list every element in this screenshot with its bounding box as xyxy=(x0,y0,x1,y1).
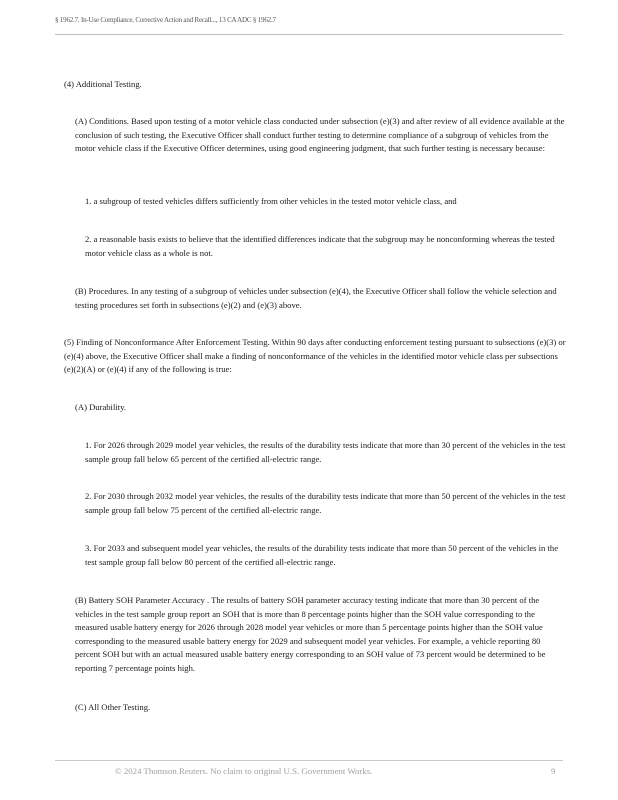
paragraph-procedures: (B) Procedures. In any testing of a subgroup of vehicles under subsection (e)(4), the Executive Officer shall follow the vehicle selection and testing procedures set forth in subsections (e)(2) and (e)(3) above. xyxy=(75,286,557,310)
paragraph-subgroup-differs: 1. a subgroup of tested vehicles differs sufficiently from other vehicles in the tested motor vehicle class, and xyxy=(85,196,457,206)
paragraph-durability-2030: 2. For 2030 through 2032 model year vehicles, the results of the durability tests indicate that more than 50 percent of the vehicles in the test sample group fall below 75 percent of the certified all-electric range. xyxy=(85,491,566,515)
paragraph-additional-testing: (4) Additional Testing. xyxy=(64,79,142,89)
paragraph-finding-nonconformance: (5) Finding of Nonconformance After Enforcement Testing. Within 90 days after conducting enforcement testing pursuant to subsections (e)(3) or (e)(4) above, the Executive Officer shall make a finding of nonconformance of the vehicles in the identified motor vehicle class per subsections (e)(2)(A) or (e)(4) if any of the following is true: xyxy=(64,337,566,375)
page-number: 9 xyxy=(551,766,556,776)
paragraph-reasonable-basis: 2. a reasonable basis exists to believe that the identified differences indicate that the subgroup may be nonconforming whereas the tested motor vehicle class as a whole is not. xyxy=(85,234,555,258)
running-header: § 1962.7. In-Use Compliance, Corrective Action and Recall..., 13 CA ADC § 1962.7 xyxy=(55,16,276,24)
paragraph-battery-soh-accuracy: (B) Battery SOH Parameter Accuracy . The results of battery SOH parameter accuracy testing indicate that more than 30 percent of the vehicles in the test sample group report an SOH that is more than 8 percentage points higher than the SOH value corresponding to the measured usable battery energy for 2026 through 2028 model year vehicles or more than 5 percentage points higher than the SOH value corresponding to the measured usable battery energy for 2029 and subsequent model year vehicles. For example, a vehicle reporting 80 percent SOH but with an actual measured usable battery energy corresponding to an SOH value of 73 percent would be determined to be reporting 7 percentage points high. xyxy=(75,595,546,673)
header-divider xyxy=(55,34,563,35)
footer-copyright: © 2024 Thomson Reuters. No claim to original U.S. Government Works. xyxy=(115,766,373,776)
footer-divider xyxy=(55,760,563,761)
paragraph-conditions: (A) Conditions. Based upon testing of a motor vehicle class conducted under subsection (e)(3) and after review of all evidence available at the conclusion of such testing, the Executive Officer shall conduct further testing to determine compliance of a subgroup of vehicles from the motor vehicle class if the Executive Officer determines, using good engineering judgment, that such further testing is necessary because: xyxy=(75,116,565,154)
paragraph-durability: (A) Durability. xyxy=(75,402,126,412)
paragraph-all-other-testing: (C) All Other Testing. xyxy=(75,702,151,712)
paragraph-durability-2026: 1. For 2026 through 2029 model year vehicles, the results of the durability tests indicate that more than 30 percent of the vehicles in the test sample group fall below 65 percent of the certified all-electric range. xyxy=(85,440,566,464)
paragraph-durability-2033: 3. For 2033 and subsequent model year vehicles, the results of the durability tests indicate that more than 50 percent of the vehicles in the test sample group fall below 80 percent of the certified all-electric range. xyxy=(85,543,559,567)
